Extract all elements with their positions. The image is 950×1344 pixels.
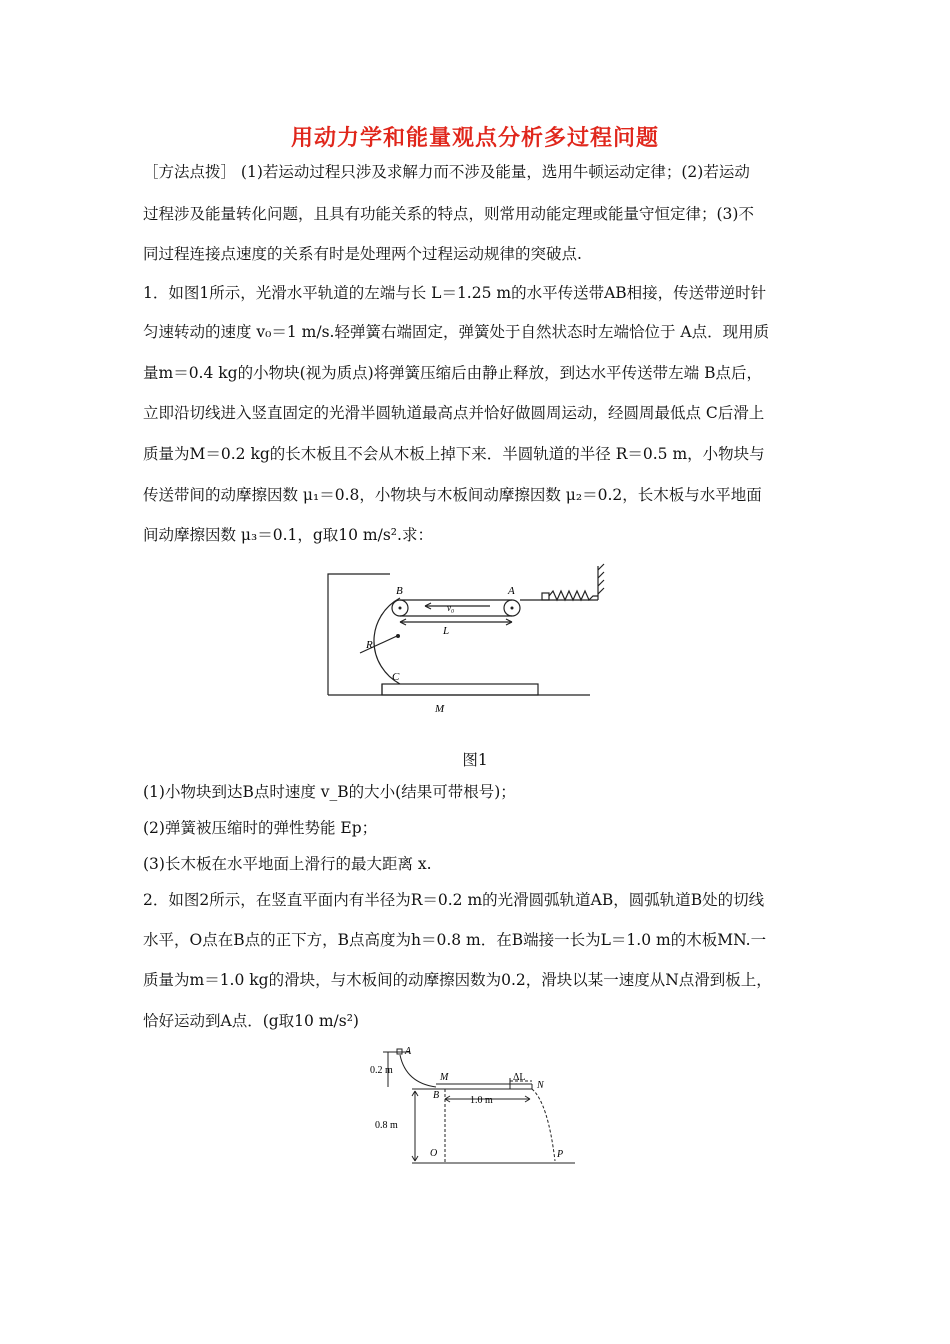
q1-line-6: 传送带间的动摩擦因数 μ₁＝0.8，小物块与木板间动摩擦因数 μ₂＝0.2，长木板与水平地面: [143, 486, 762, 504]
q1-line-4: 立即沿切线进入竖直固定的光滑半圆轨道最高点并恰好做圆周运动，经圆周最低点 C后滑上: [143, 404, 765, 422]
figure-1-caption: 图1: [462, 751, 488, 769]
method-line-1: ［方法点拨］ (1)若运动过程只涉及求解力而不涉及能量，选用牛顿运动定律；(2)若运动: [143, 163, 750, 181]
fig2-label-p: P: [557, 1149, 564, 1160]
fig1-board: [382, 684, 538, 695]
q1-sub-3: (3)长木板在水平地面上滑行的最大距离 x.: [143, 855, 432, 873]
q1-sub-2: (2)弹簧被压缩时的弹性势能 Ep；: [143, 819, 378, 837]
q1-line-7: 间动摩擦因数 μ₃＝0.1，g取10 m/s².求：: [143, 526, 433, 544]
method-line-2: 过程涉及能量转化问题，且具有功能关系的特点，则常用动能定理或能量守恒定律；(3)不: [143, 205, 754, 223]
q1-line-3: 量m＝0.4 kg的小物块(视为质点)将弹簧压缩后由静止释放，到达水平传送带左端 B点后，: [143, 364, 763, 382]
page-title: 用动力学和能量观点分析多过程问题: [290, 126, 659, 151]
fig1-label-l: L: [443, 625, 450, 637]
fig2-label-radius: 0.2 m: [370, 1065, 393, 1076]
q2-line-3: 质量为m＝1.0 kg的滑块，与木板间的动摩擦因数为0.2，滑块以某一速度从N点滑到板上，: [143, 971, 772, 989]
q2-line-2: 水平，O点在B点的正下方，B点高度为h＝0.8 m．在B端接一长为L＝1.0 m的木板MN.一: [143, 931, 767, 949]
fig1-label-v0: v₀: [447, 603, 455, 613]
fig1-block: [542, 593, 549, 600]
fig2-label-o: O: [430, 1148, 438, 1159]
fig2-label-m: M: [440, 1072, 449, 1083]
q2-line-1: 2．如图2所示，在竖直平面内有半径为R＝0.2 m的光滑圆弧轨道AB，圆弧轨道B处的切线: [143, 891, 765, 909]
fig2-label-b: B: [433, 1090, 440, 1101]
fig1-label-c: C: [392, 671, 400, 683]
fig1-wall: [328, 574, 390, 695]
fig2-arc: [400, 1055, 436, 1087]
q1-line-2: 匀速转动的速度 v₀＝1 m/s.轻弹簧右端固定，弹簧处于自然状态时左端恰位于 A点．现用质: [143, 323, 770, 341]
fig2-label-n: N: [537, 1080, 544, 1091]
q1-sub-1: (1)小物块到达B点时速度 v_B的大小(结果可带根号)；: [143, 783, 516, 801]
fig2-label-length: 1.0 m: [470, 1095, 493, 1106]
figure-1: [320, 560, 610, 725]
q2-line-4: 恰好运动到A点．(g取10 m/s²): [143, 1012, 359, 1030]
method-line-3: 同过程连接点速度的关系有时是处理两个过程运动规律的突破点.: [143, 245, 582, 263]
figure-2: [370, 1043, 590, 1173]
fig1-label-b: B: [396, 585, 403, 597]
q1-line-5: 质量为M＝0.2 kg的长木板且不会从木板上掉下来．半圆轨道的半径 R＝0.5 m，小物块与: [143, 445, 765, 463]
fig2-label-dl: ΔL: [513, 1072, 526, 1083]
fig2-label-height: 0.8 m: [375, 1120, 398, 1131]
fig1-label-r: R: [366, 639, 373, 651]
fig1-spring: [549, 591, 598, 600]
fig1-label-m: M: [435, 703, 445, 715]
fig2-label-a: A: [405, 1046, 412, 1057]
fig2-trajectory: [532, 1089, 555, 1161]
q1-line-1: 1．如图1所示，光滑水平轨道的左端与长 L＝1.25 m的水平传送带AB相接，传送带逆时针: [143, 284, 767, 302]
fig1-label-a: A: [508, 585, 515, 597]
